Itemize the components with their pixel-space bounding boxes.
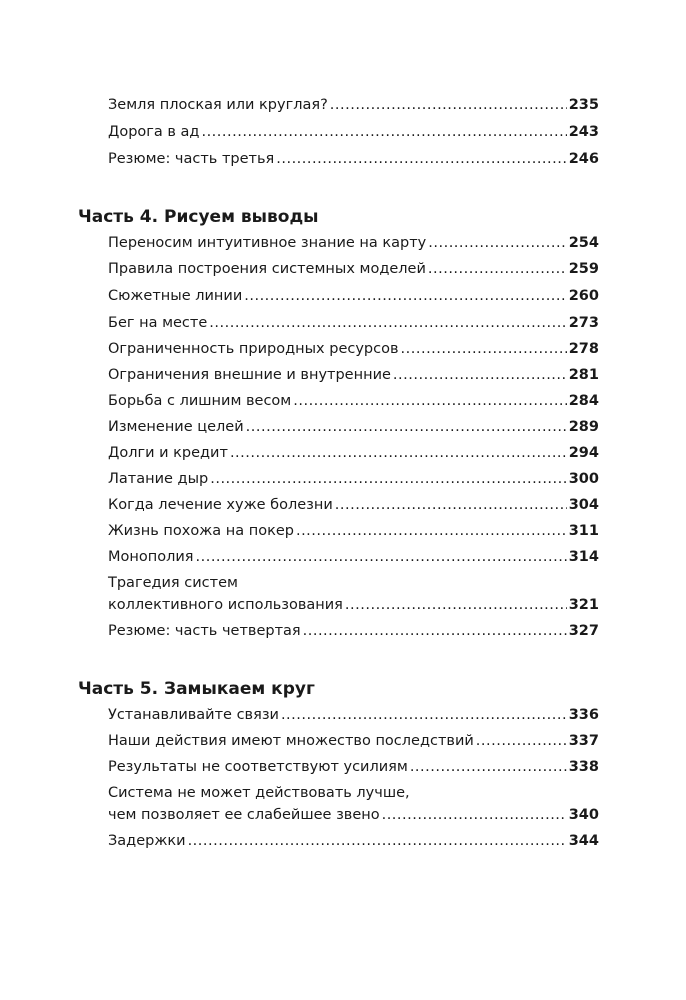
toc-leader-dots — [345, 592, 567, 618]
toc-leader-dots — [330, 92, 567, 118]
toc-entry[interactable] — [108, 92, 599, 118]
toc-entry-title: Жизнь похожа на покер — [108, 523, 294, 539]
toc-entry-page: 273 — [568, 315, 599, 331]
toc-entry-title: Дорога в ад — [108, 124, 200, 140]
toc-leader-dots — [428, 256, 567, 282]
toc-entry-title: Земля плоская или круглая? — [108, 97, 328, 113]
toc-entry-page: 254 — [568, 235, 599, 251]
toc-entry[interactable] — [108, 518, 599, 544]
toc-entry[interactable] — [108, 492, 599, 518]
toc-entry[interactable] — [108, 802, 599, 828]
toc-leader-dots — [281, 702, 567, 728]
toc-leader-dots — [428, 230, 566, 256]
toc-entry-title: Изменение целей — [108, 419, 244, 435]
toc-entry-title: коллективного использования — [108, 597, 343, 613]
toc-entry-title: Резюме: часть четвертая — [108, 623, 301, 639]
toc-entry[interactable] — [108, 754, 599, 780]
toc-entry-title: Переносим интуитивное знание на карту — [108, 235, 427, 251]
toc-entry-title: Латание дыр — [108, 471, 209, 487]
toc-entry-page: 300 — [568, 471, 599, 487]
toc-entry-page: 243 — [568, 124, 599, 140]
toc-entry-title: Монополия — [108, 549, 194, 565]
toc-entry-title-line1: Система не может действовать лучше, — [108, 785, 410, 801]
toc-entry-title: Резюме: часть третья — [108, 151, 275, 167]
toc-entry-page: 260 — [568, 288, 599, 304]
toc-leader-dots — [188, 828, 567, 854]
toc-entry-page: 314 — [568, 549, 599, 565]
toc-leader-dots — [296, 518, 567, 544]
toc-entry[interactable] — [108, 414, 599, 440]
toc-leader-dots — [303, 618, 567, 644]
toc-leader-dots — [410, 754, 567, 780]
toc-leader-dots — [476, 728, 567, 754]
toc-leader-dots — [246, 414, 567, 440]
toc-entry[interactable] — [108, 828, 599, 854]
toc-entry-title: Устанавливайте связи — [108, 707, 279, 723]
toc-entry-title: Результаты не соответствуют усилиям — [108, 759, 408, 775]
toc-leader-dots — [230, 440, 567, 466]
toc-entry-page: 278 — [568, 341, 599, 357]
toc-entry[interactable] — [108, 728, 599, 754]
toc-entry-page: 337 — [568, 733, 599, 749]
toc-entry-title-line1: Трагедия систем — [108, 575, 238, 591]
toc-entry-title: Правила построения системных моделей — [108, 261, 426, 277]
section-title-part4: Часть 4. Рисуем выводы — [78, 207, 319, 227]
toc-leader-dots — [393, 362, 567, 388]
toc-entry-page: 259 — [568, 261, 599, 277]
toc-leader-dots — [293, 388, 566, 414]
toc-leader-dots — [335, 492, 567, 518]
toc-entry-title: Когда лечение хуже болезни — [108, 497, 333, 513]
toc-entry-title: Ограниченность природных ресурсов — [108, 341, 399, 357]
toc-entry-page: 294 — [568, 445, 599, 461]
toc-entry-page: 344 — [568, 833, 599, 849]
toc-entry-page: 321 — [568, 597, 599, 613]
toc-entry-page: 235 — [568, 97, 599, 113]
toc-entry-page: 340 — [568, 807, 599, 823]
toc-entry[interactable] — [108, 440, 599, 466]
toc-entry[interactable] — [108, 119, 599, 145]
toc-entry[interactable] — [108, 466, 599, 492]
toc-entry-page: 336 — [568, 707, 599, 723]
toc-entry-page: 338 — [568, 759, 599, 775]
toc-entry-page: 311 — [568, 523, 599, 539]
toc-leader-dots — [401, 336, 567, 362]
toc-leader-dots — [196, 544, 567, 570]
toc-entry-title: чем позволяет ее слабейшее звено — [108, 807, 380, 823]
toc-leader-dots — [244, 283, 566, 309]
toc-leader-dots — [276, 146, 566, 172]
toc-entry-title: Долги и кредит — [108, 445, 228, 461]
toc-entry-title: Наши действия имеют множество последствий — [108, 733, 474, 749]
toc-entry[interactable] — [108, 544, 599, 570]
toc-entry[interactable] — [108, 618, 599, 644]
toc-entry-title: Борьба с лишним весом — [108, 393, 292, 409]
toc-entry-page: 281 — [568, 367, 599, 383]
toc-leader-dots — [210, 466, 566, 492]
toc-entry-title: Задержки — [108, 833, 186, 849]
toc-leader-dots — [201, 119, 566, 145]
toc-leader-dots — [209, 310, 566, 336]
toc-entry-page: 284 — [568, 393, 599, 409]
toc-entry[interactable] — [108, 362, 599, 388]
toc-entry-title: Ограничения внешние и внутренние — [108, 367, 391, 383]
toc-entry-page: 246 — [568, 151, 599, 167]
toc-entry[interactable] — [108, 310, 599, 336]
toc-entry[interactable] — [108, 388, 599, 414]
toc-entry[interactable] — [108, 702, 599, 728]
toc-entry-page: 327 — [568, 623, 599, 639]
toc-entry-title: Бег на месте — [108, 315, 208, 331]
toc-entry[interactable] — [108, 230, 599, 256]
toc-entry[interactable] — [108, 336, 599, 362]
toc-entry[interactable] — [108, 592, 599, 618]
toc-entry-title: Сюжетные линии — [108, 288, 243, 304]
section-title-part5: Часть 5. Замыкаем круг — [78, 679, 315, 699]
toc-leader-dots — [382, 802, 567, 828]
toc-entry-page: 289 — [568, 419, 599, 435]
toc-entry[interactable] — [108, 256, 599, 282]
toc-entry-page: 304 — [568, 497, 599, 513]
toc-entry[interactable] — [108, 283, 599, 309]
toc-entry[interactable] — [108, 146, 599, 172]
